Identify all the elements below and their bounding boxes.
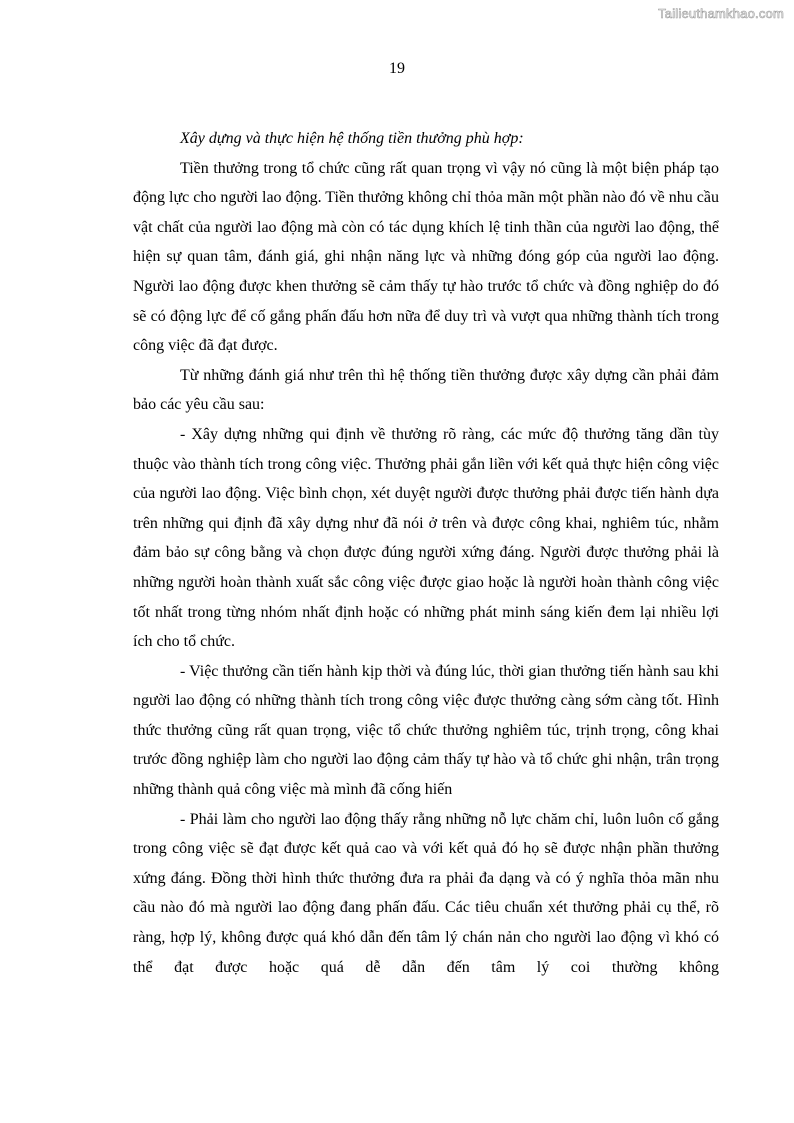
paragraph-bonus-importance: Tiền thưởng trong tổ chức cũng rất quan trọng vì vậy nó cũng là một biện pháp tạo động lực cho người lao động. Tiền thưởng không chỉ thỏa mãn một phần nào đó về nhu cầu vật chất của người lao động mà còn có tác dụng khích lệ tinh thần của người lao động, thể hiện sự quan tâm, đánh giá, ghi nhận năng lực và những đóng góp của người lao động. Người lao động được khen thưởng sẽ cảm thấy tự hào trước tổ chức và đồng nghiệp do đó sẽ có động lực để cố gắng phấn đấu hơn nữa để duy trì và vượt qua những thành tích trong công việc đã đạt được. [133, 159, 719, 355]
paragraph-effort-recognition: - Phải làm cho người lao động thấy rằng những nỗ lực chăm chỉ, luôn luôn cố gắng trong công việc sẽ đạt được kết quả cao và với kết quả đó họ sẽ được nhận phần thưởng xứng đáng. Đồng thời hình thức thưởng đưa ra phải đa dạng và có ý nghĩa thỏa mãn nhu cầu nào đó mà người lao động đang phấn đấu. Các tiêu chuẩn xét thưởng phải cụ thể, rõ ràng, hợp lý, không được quá khó dẫn đến tâm lý chán nản cho người lao động vì khó có thể đạt được hoặc quá dễ dẫn đến tâm lý coi thường không [133, 810, 719, 976]
page-number: 19 [389, 60, 405, 77]
paragraph-requirements-intro: Từ những đánh giá như trên thì hệ thống tiền thưởng được xây dựng cần phải đảm bảo các yêu cầu sau: [133, 366, 719, 414]
paragraph-timely-reward: - Việc thưởng cần tiến hành kịp thời và đúng lúc, thời gian thưởng tiến hành sau khi người lao động có những thành tích trong công việc được thưởng càng sớm càng tốt. Hình thức thưởng cũng rất quan trọng, việc tổ chức thưởng nghiêm túc, trịnh trọng, công khai trước đồng nghiệp làm cho người lao động cảm thấy tự hào và tổ chức ghi nhận, trân trọng những thành quả công việc mà mình đã cống hiến [133, 662, 719, 799]
paragraph-clear-regulations: - Xây dựng những qui định về thưởng rõ ràng, các mức độ thưởng tăng dần tùy thuộc vào thành tích trong công việc. Thưởng phải gắn liền với kết quả thực hiện công việc của người lao động. Việc bình chọn, xét duyệt người được thưởng phải được tiến hành dựa trên những qui định đã xây dựng như đã nói ở trên và được công khai, nghiêm túc, nhằm đảm bảo sự công bằng và chọn được đúng người xứng đáng. Người được thưởng phải là những người hoàn thành xuất sắc công việc được giao hoặc là người hoàn thành công việc tốt nhất trong từng nhóm nhất định hoặc có những phát minh sáng kiến đem lại nhiều lợi ích cho tổ chức. [133, 425, 719, 651]
watermark-text: Tailieuthamkhao.com [658, 6, 784, 21]
section-heading: Xây dựng và thực hiện hệ thống tiền thưởng phù hợp: [180, 130, 524, 147]
document-body [133, 124, 719, 982]
